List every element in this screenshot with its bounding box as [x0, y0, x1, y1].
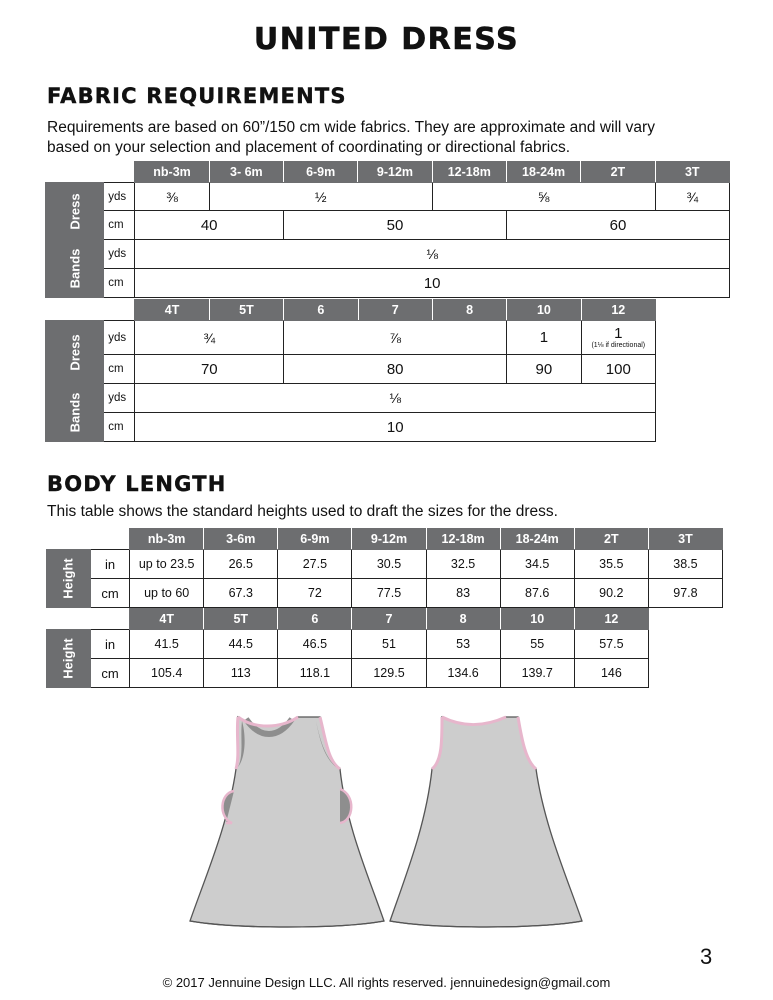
- unit-cm: cm: [104, 269, 135, 298]
- cm-value: 70: [135, 355, 284, 384]
- cm-value: 80: [284, 355, 507, 384]
- yds-value: ⅜: [135, 183, 209, 211]
- height-row-label: Height: [47, 630, 91, 688]
- height-in-value: up to 23.5: [130, 550, 204, 579]
- height-in-value: 51: [352, 630, 426, 659]
- unit-in: in: [91, 550, 130, 579]
- yds-value: ¾: [655, 183, 729, 211]
- height-cm-value: 146: [574, 659, 648, 688]
- dress-front-illustration: [190, 717, 384, 927]
- size-header: 6: [278, 609, 352, 630]
- yds-value: ⅞: [284, 321, 507, 355]
- unit-cm: cm: [104, 211, 135, 240]
- size-header: 18-24m: [506, 162, 580, 183]
- size-header: 10: [507, 300, 581, 321]
- height-in-value: 26.5: [204, 550, 278, 579]
- height-cm-value: 113: [204, 659, 278, 688]
- height-cm-value: 118.1: [278, 659, 352, 688]
- height-table-large-sizes: [46, 608, 649, 688]
- cm-value: 100: [581, 355, 655, 384]
- height-row-label: Height: [47, 550, 91, 608]
- cm-value: 90: [507, 355, 581, 384]
- size-header: 9-12m: [352, 529, 426, 550]
- size-header: 12: [581, 300, 655, 321]
- height-cm-value: 67.3: [204, 579, 278, 608]
- height-in-value: 57.5: [574, 630, 648, 659]
- cm-value: 60: [506, 211, 729, 240]
- size-header: 6: [284, 300, 358, 321]
- yds-value: ⅛: [135, 384, 656, 413]
- unit-in: in: [91, 630, 130, 659]
- height-cm-value: 105.4: [130, 659, 204, 688]
- size-header: 4T: [130, 609, 204, 630]
- cm-value: 10: [135, 269, 730, 298]
- size-header: 2T: [581, 162, 655, 183]
- height-cm-value: 139.7: [500, 659, 574, 688]
- size-header: 3T: [655, 162, 729, 183]
- size-header: 2T: [574, 529, 648, 550]
- unit-yds: yds: [104, 384, 135, 413]
- height-in-value: 55: [500, 630, 574, 659]
- size-header: 8: [426, 609, 500, 630]
- body-length-heading: BODY LENGTH: [47, 472, 227, 496]
- height-cm-value: 90.2: [574, 579, 648, 608]
- height-cm-value: 72: [278, 579, 352, 608]
- size-header: 6-9m: [284, 162, 358, 183]
- unit-cm: cm: [104, 413, 135, 442]
- size-header: 3-6m: [204, 529, 278, 550]
- size-header: 6-9m: [278, 529, 352, 550]
- size-header: 8: [432, 300, 506, 321]
- size-header: 4T: [135, 300, 209, 321]
- height-cm-value: 87.6: [500, 579, 574, 608]
- height-in-value: 46.5: [278, 630, 352, 659]
- height-in-value: 27.5: [278, 550, 352, 579]
- size-header: 12-18m: [432, 162, 506, 183]
- height-cm-value: 97.8: [648, 579, 722, 608]
- size-header: 12: [574, 609, 648, 630]
- unit-yds: yds: [104, 240, 135, 269]
- height-in-value: 44.5: [204, 630, 278, 659]
- size-header: 7: [352, 609, 426, 630]
- bands-row-label: Bands: [46, 384, 104, 442]
- size-header: 3- 6m: [209, 162, 283, 183]
- size-header: 5T: [209, 300, 283, 321]
- yds-value: ⅝: [432, 183, 655, 211]
- size-header: 3T: [648, 529, 722, 550]
- height-cm-value: 83: [426, 579, 500, 608]
- unit-cm: cm: [91, 579, 130, 608]
- height-in-value: 32.5: [426, 550, 500, 579]
- dress-row-label: Dress: [46, 321, 104, 384]
- size-header: nb-3m: [135, 162, 209, 183]
- height-in-value: 38.5: [648, 550, 722, 579]
- unit-cm: cm: [104, 355, 135, 384]
- height-in-value: 41.5: [130, 630, 204, 659]
- page-number: 3: [700, 944, 713, 969]
- yds-value: ¾: [135, 321, 284, 355]
- fabric-intro-line-2: based on your selection and placement of coordinating or directional fabrics.: [47, 139, 571, 156]
- unit-yds: yds: [104, 183, 135, 211]
- height-table-small-sizes: [46, 528, 723, 608]
- size-header: 7: [358, 300, 432, 321]
- yds-value: ½: [209, 183, 432, 211]
- height-cm-value: 77.5: [352, 579, 426, 608]
- size-header: 18-24m: [500, 529, 574, 550]
- height-in-value: 34.5: [500, 550, 574, 579]
- footer-copyright: © 2017 Jennuine Design LLC. All rights reserved. jennuinedesign@gmail.com: [162, 975, 611, 990]
- directional-note: (1⅛ if directional): [591, 342, 646, 349]
- height-cm-value: 129.5: [352, 659, 426, 688]
- body-length-intro: This table shows the standard heights used to draft the sizes for the dress.: [47, 503, 558, 520]
- height-in-value: 35.5: [574, 550, 648, 579]
- dress-row-label: Dress: [46, 183, 104, 240]
- yds-value: 1: [614, 325, 623, 342]
- height-in-value: 30.5: [352, 550, 426, 579]
- fabric-intro-line-1: Requirements are based on 60”/150 cm wide fabrics. They are approximate and will vary: [47, 119, 655, 136]
- size-header: 9-12m: [358, 162, 432, 183]
- page-title: UNITED DRESS: [253, 22, 520, 57]
- cm-value: 50: [284, 211, 507, 240]
- cm-value: 10: [135, 413, 656, 442]
- fabric-requirements-heading: FABRIC REQUIREMENTS: [47, 84, 347, 108]
- height-cm-value: up to 60: [130, 579, 204, 608]
- size-header: 12-18m: [426, 529, 500, 550]
- unit-cm: cm: [91, 659, 130, 688]
- bands-row-label: Bands: [46, 240, 104, 298]
- cm-value: 40: [135, 211, 284, 240]
- yds-value: ⅛: [135, 240, 730, 269]
- size-header: 5T: [204, 609, 278, 630]
- dress-illustrations: [180, 705, 600, 935]
- unit-yds: yds: [104, 321, 135, 355]
- fabric-table-small-sizes: [45, 161, 730, 298]
- yds-value: 1: [507, 321, 581, 355]
- height-cm-value: 134.6: [426, 659, 500, 688]
- fabric-table-large-sizes: [45, 299, 656, 442]
- height-in-value: 53: [426, 630, 500, 659]
- yds-value-with-note: [581, 321, 655, 355]
- size-header: nb-3m: [130, 529, 204, 550]
- dress-back-illustration: [390, 717, 582, 927]
- size-header: 10: [500, 609, 574, 630]
